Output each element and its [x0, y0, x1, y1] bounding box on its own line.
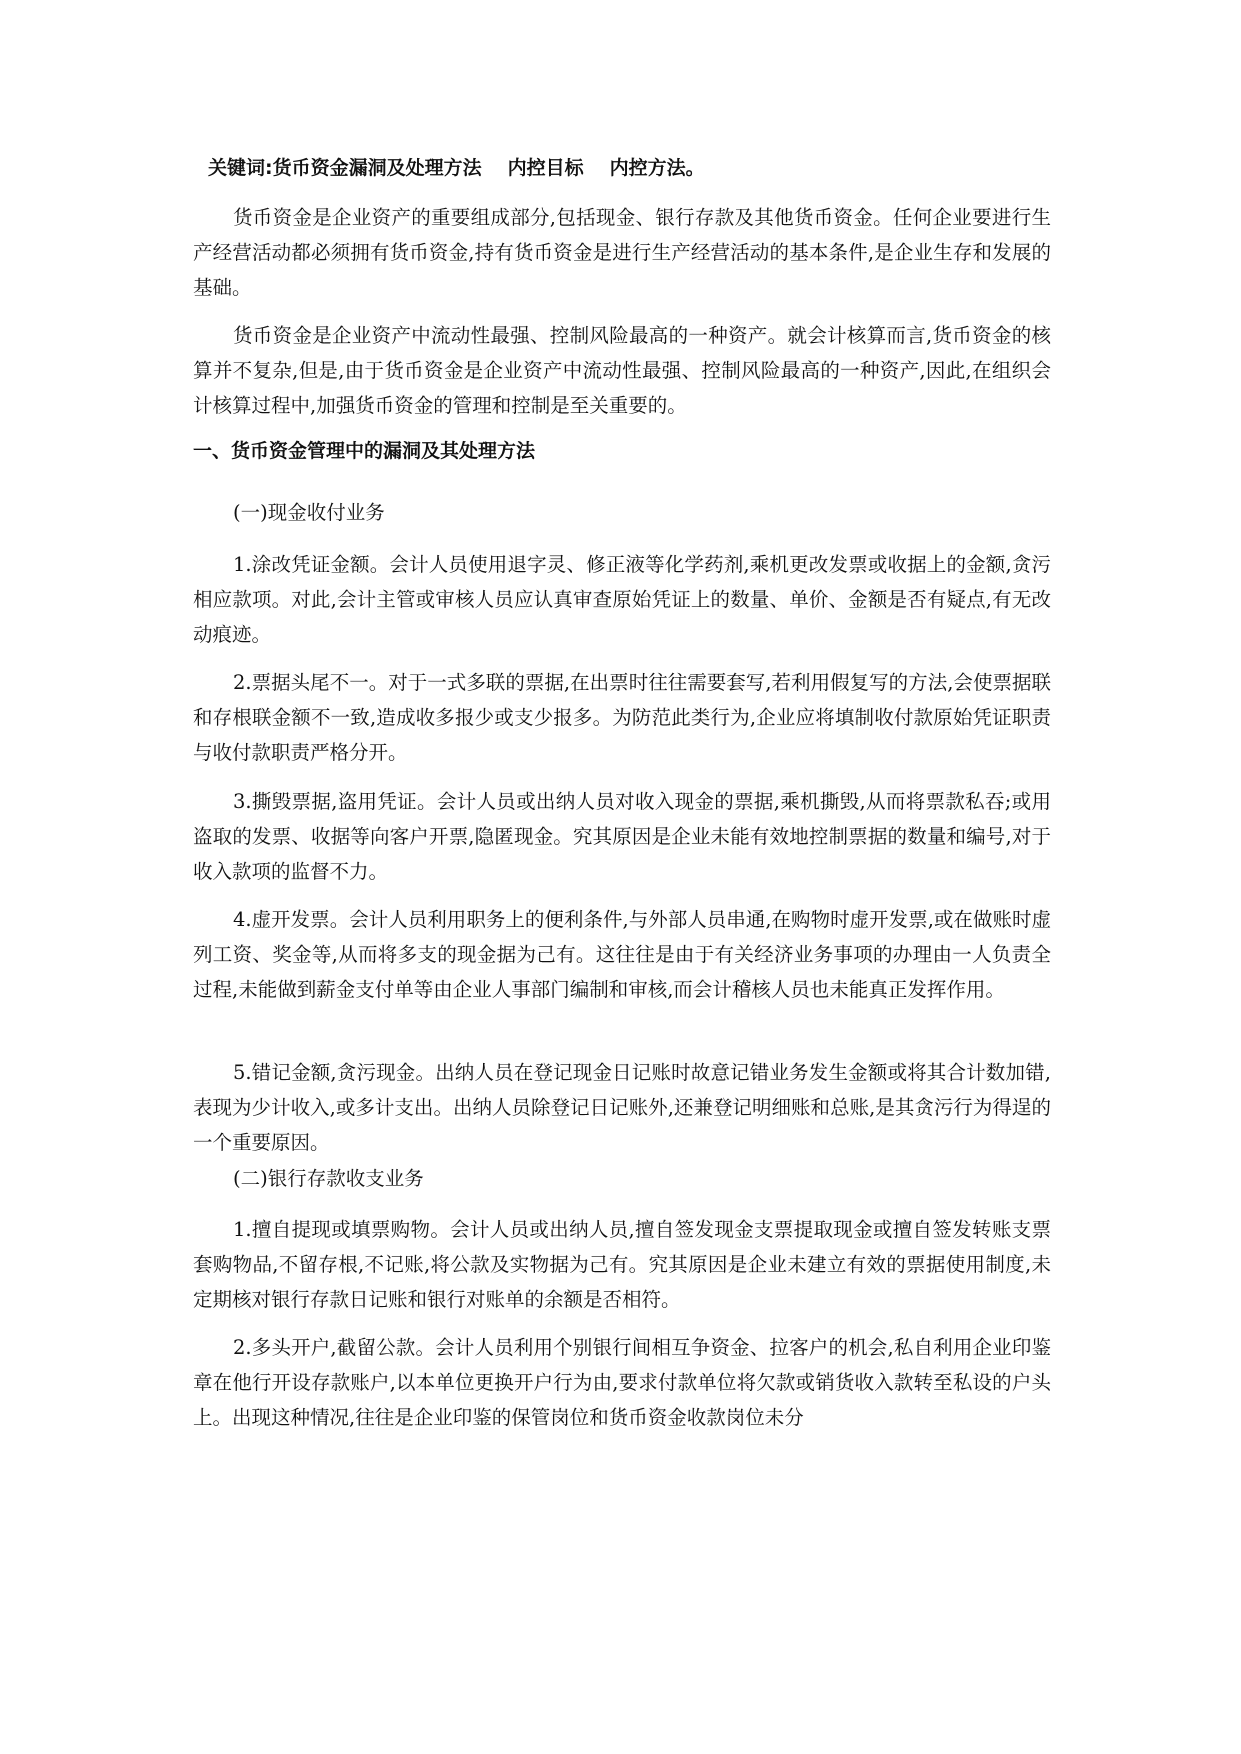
- cash-item-3: 3.撕毁票据,盗用凭证。会计人员或出纳人员对收入现金的票据,乘机撕毁,从而将票款私吞;或用盗取的发票、收据等向客户开票,隐匿现金。究其原因是企业未能有效地控制票据的数量和编号,对于收入款项的监督不力。: [193, 790, 1051, 883]
- cash-item-5: 5.错记金额,贪污现金。出纳人员在登记现金日记账时故意记错业务发生金额或将其合计数加错,表现为少计收入,或多计支出。出纳人员除登记日记账外,还兼登记明细账和总账,是其贪污行为得逞的一个重要原因。: [193, 1061, 1051, 1154]
- keyword-item: 货币资金漏洞及处理方法: [272, 157, 482, 179]
- keyword-item: 内控目标: [507, 157, 584, 179]
- keywords-line: [208, 155, 705, 181]
- cash-item-4: 4.虚开发票。会计人员利用职务上的便利条件,与外部人员串通,在购物时虚开发票,或在做账时虚列工资、奖金等,从而将多支的现金据为己有。这往往是由于有关经济业务事项的办理由一人负责全过程,未能做到薪金支付单等由企业人事部门编制和审核,而会计稽核人员也未能真正发挥作用。: [193, 908, 1051, 1001]
- intro-paragraph-1: 货币资金是企业资产的重要组成部分,包括现金、银行存款及其他货币资金。任何企业要进行生产经营活动都必须拥有货币资金,持有货币资金是进行生产经营活动的基本条件,是企业生存和发展的基础。: [193, 206, 1051, 299]
- bank-item-2: 2.多头开户,截留公款。会计人员利用个别银行间相互争资金、拉客户的机会,私自利用企业印鉴章在他行开设存款账户,以本单位更换开户行为由,要求付款单位将欠款或销货收入款转至私设的户头上。出现这种情况,往往是企业印鉴的保管岗位和货币资金收款岗位未分: [193, 1336, 1051, 1429]
- bank-item-1: 1.擅自提现或填票购物。会计人员或出纳人员,擅自签发现金支票提取现金或擅自签发转账支票套购物品,不留存根,不记账,将公款及实物据为己有。究其原因是企业未建立有效的票据使用制度,未定期核对银行存款日记账和银行对账单的余额是否相符。: [193, 1218, 1051, 1311]
- cash-item-2: 2.票据头尾不一。对于一式多联的票据,在出票时往往需要套写,若利用假复写的方法,会使票据联和存根联金额不一致,造成收多报少或支少报多。为防范此类行为,企业应将填制收付款原始凭证职责与收付款职责严格分开。: [193, 671, 1051, 764]
- section-heading: 一、货币资金管理中的漏洞及其处理方法: [193, 440, 536, 462]
- subsection-title-cash: (一)现金收付业务: [233, 501, 385, 524]
- keywords-prefix: 关键词:: [208, 157, 273, 179]
- keyword-item: 内控方法。: [609, 157, 705, 179]
- cash-item-1: 1.涂改凭证金额。会计人员使用退字灵、修正液等化学药剂,乘机更改发票或收据上的金额,贪污相应款项。对此,会计主管或审核人员应认真审查原始凭证上的数量、单价、金额是否有疑点,有无改动痕迹。: [193, 553, 1051, 646]
- intro-paragraph-2: 货币资金是企业资产中流动性最强、控制风险最高的一种资产。就会计核算而言,货币资金的核算并不复杂,但是,由于货币资金是企业资产中流动性最强、控制风险最高的一种资产,因此,在组织会计核算过程中,加强货币资金的管理和控制是至关重要的。: [193, 324, 1051, 417]
- subsection-title-bank: (二)银行存款收支业务: [233, 1167, 424, 1190]
